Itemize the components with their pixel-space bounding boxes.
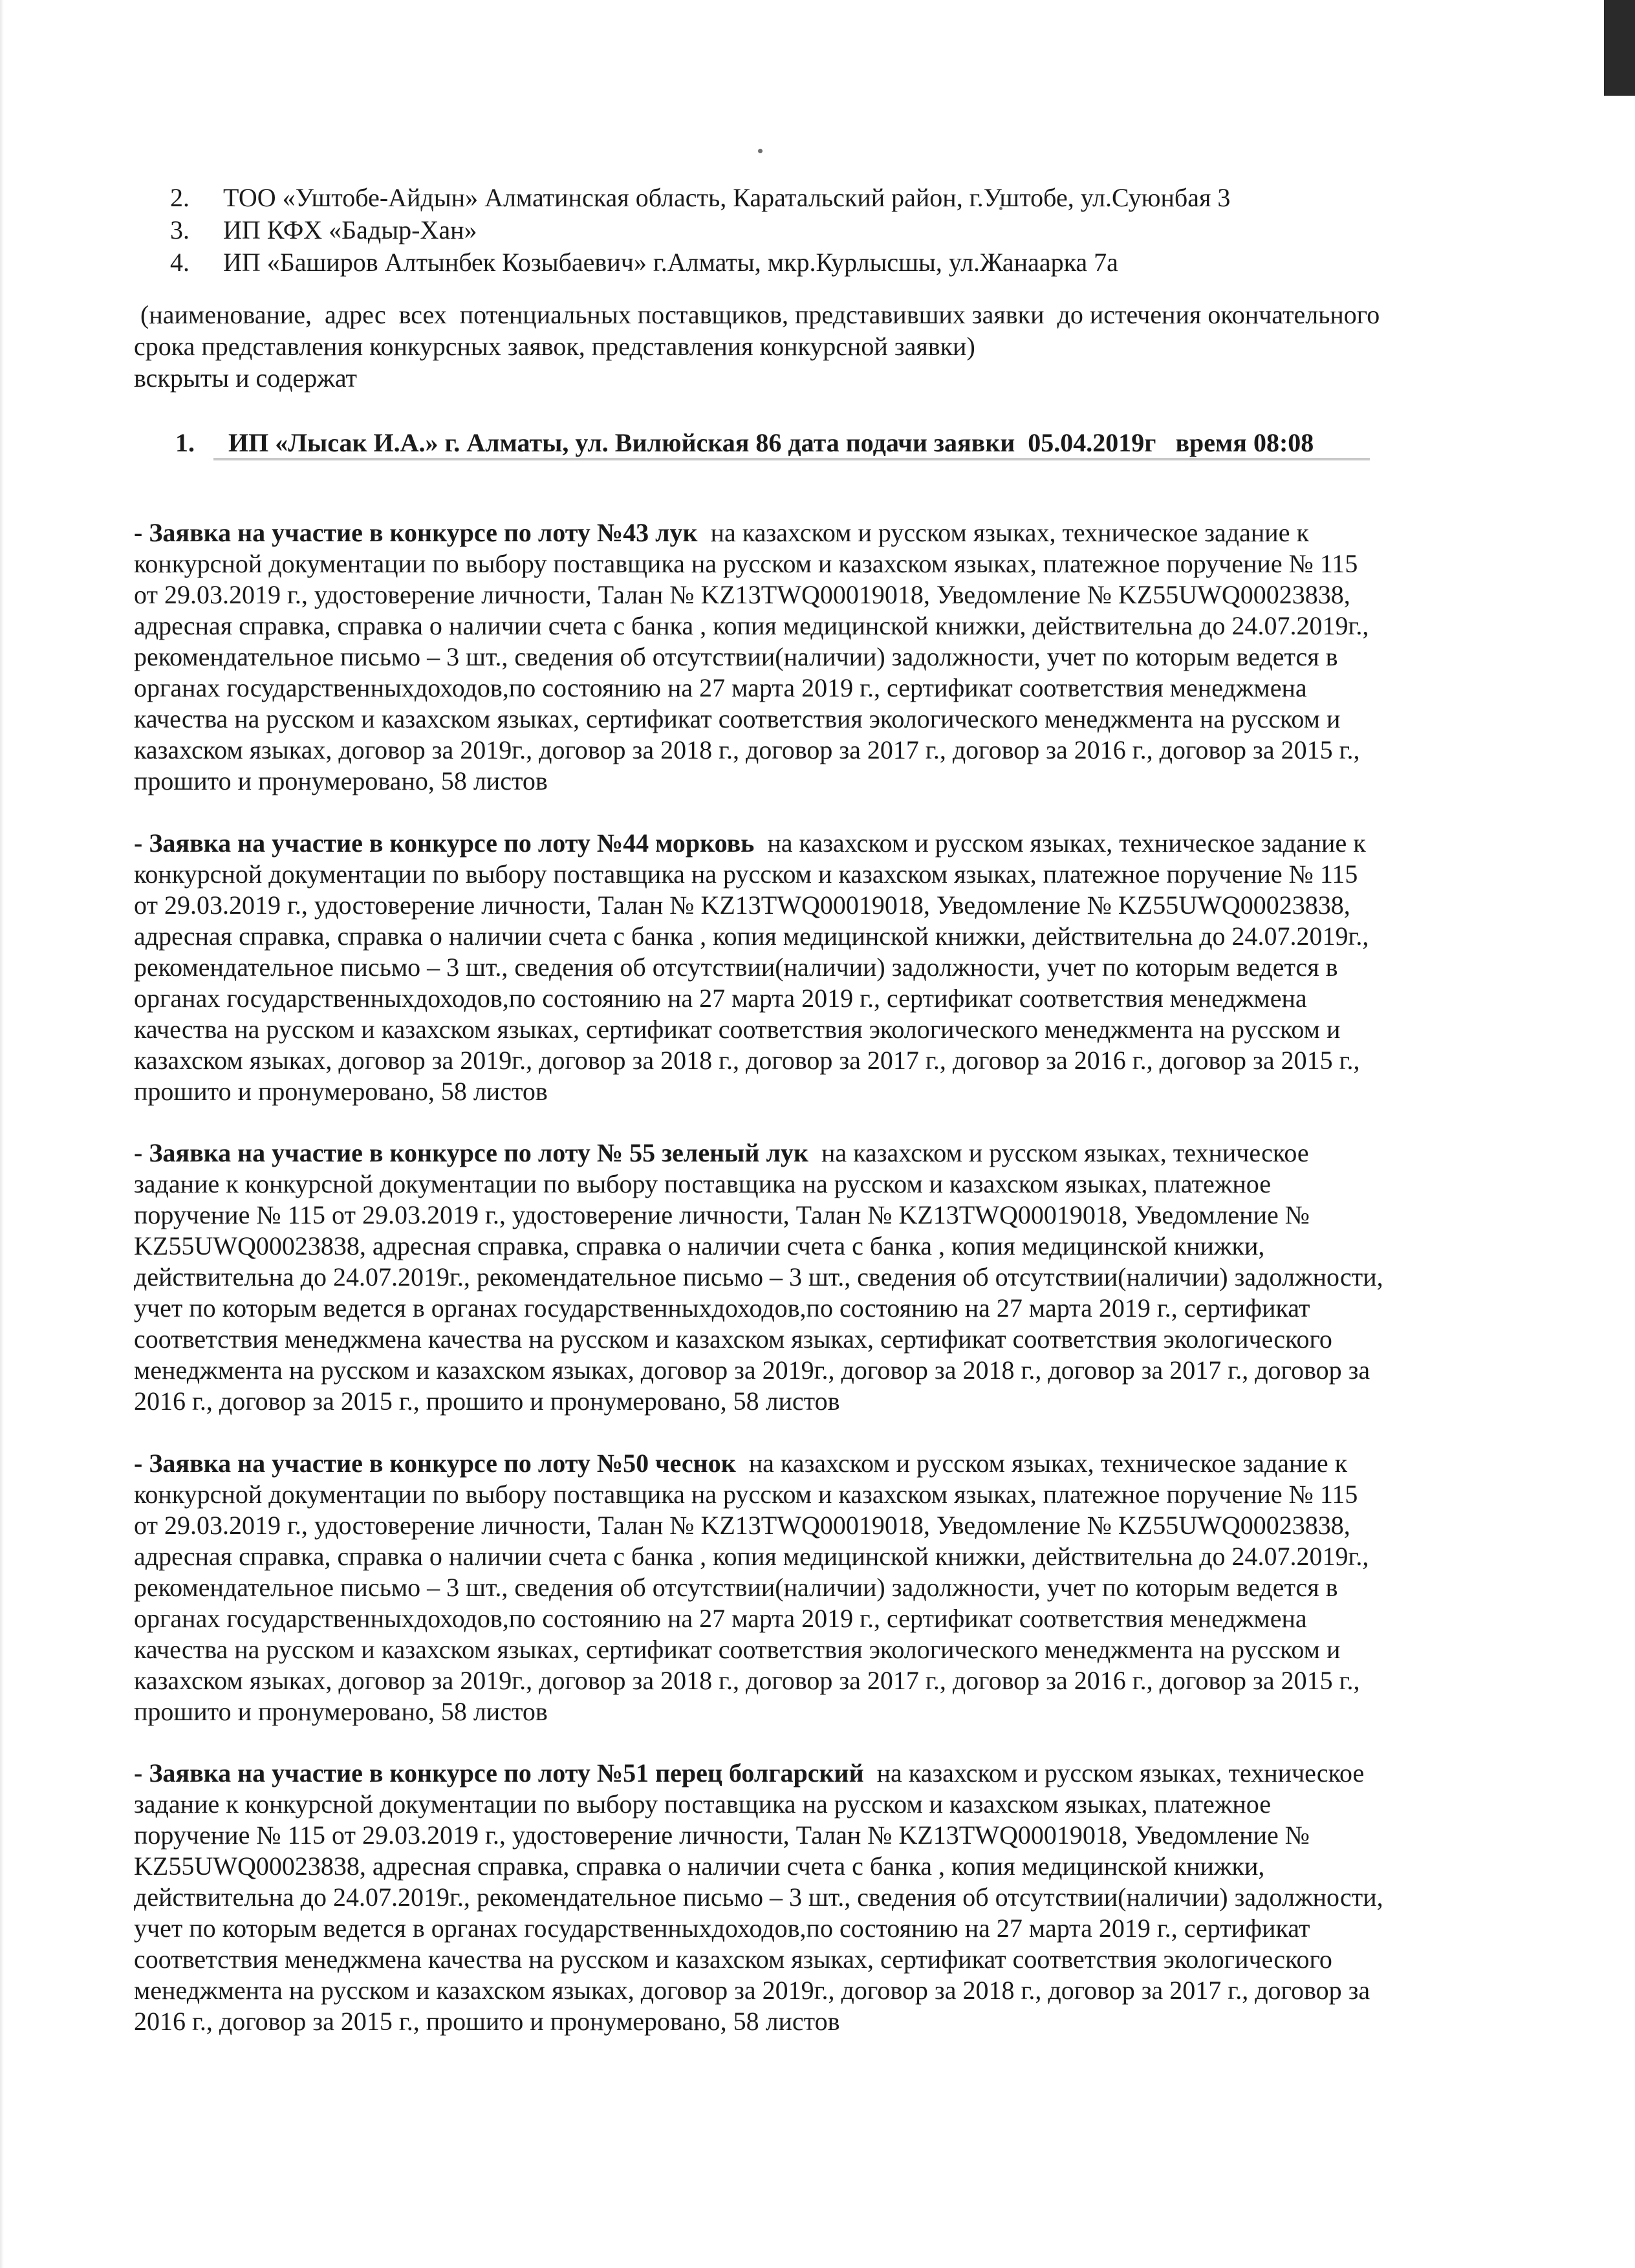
vendor-text: ИП «Баширов Алтынбек Козыбаевич» г.Алматы, мкр.Курлысшы, ул.Жанаарка 7а <box>223 248 1118 277</box>
vendor-number: 2. <box>170 183 189 212</box>
vendor-list <box>170 182 1230 279</box>
lot-first-line <box>134 1758 1544 1789</box>
lot-line: конкурсной документации по выбору поставщика на русском и казахском языках, платежное поручение № 115 <box>134 1480 1358 1509</box>
scan-edge-strip <box>1604 0 1635 96</box>
lot-title: - Заявка на участие в конкурсе по лоту №51 перец болгарский <box>134 1758 864 1787</box>
lot-line: менеджмента на русском и казахском языках, договор за 2019г., договор за 2018 г., договор за 2017 г., договор за <box>134 1976 1370 2005</box>
lot-line: конкурсной документации по выбору поставщика на русском и казахском языках, платежное поручение № 115 <box>134 859 1358 889</box>
applicant-text: ИП «Лысак И.А.» г. Алматы, ул. Вилюйская 86 дата подачи заявки 05.04.2019г время 08:08 <box>228 428 1314 457</box>
lot-first-line-rest: на казахском и русском языках, техническое задание к <box>754 828 1366 858</box>
lot-line: органах государственныхдоходов,по состоянию на 27 марта 2019 г., сертификат соответствия менеджмена <box>134 984 1307 1013</box>
vendor-item <box>170 182 1230 214</box>
lot-line: прошито и пронумеровано, 58 листов <box>134 1697 548 1726</box>
lot-line: казахском языках, договор за 2019г., договор за 2018 г., договор за 2017 г., договор за 2016 г., договор за 2015 г., <box>134 1046 1360 1075</box>
lot-line: учет по которым ведется в органах государственныхдоходов,по состоянию на 27 марта 2019 г., сертификат <box>134 1914 1310 1943</box>
lot-line: качества на русском и казахском языках, сертификат соответствия экологического менеджмента на русском и <box>134 1635 1341 1664</box>
lot-line: прошито и пронумеровано, 58 листов <box>134 1077 548 1106</box>
lot-application <box>134 1448 1544 1727</box>
lot-line: действительна до 24.07.2019г., рекомендательное письмо – 3 шт., сведения об отсутствии(наличии) задолжности, <box>134 1883 1383 1912</box>
lot-first-line-rest: на казахском и русском языках, техническое <box>808 1138 1309 1167</box>
lot-line: соответствия менеджмена качества на русском и казахском языках, сертификат соответствия экологического <box>134 1324 1332 1354</box>
lot-first-line <box>134 828 1544 859</box>
scan-edge-shadow <box>0 0 4 2268</box>
lot-line: от 29.03.2019 г., удостоверение личности, Талан № KZ13TWQ00019018, Уведомление № KZ55UWQ00023838, <box>134 580 1350 609</box>
lot-application <box>134 1758 1544 2037</box>
lot-application <box>134 517 1544 797</box>
lot-line: от 29.03.2019 г., удостоверение личности, Талан № KZ13TWQ00019018, Уведомление № KZ55UWQ00023838, <box>134 1511 1350 1540</box>
lot-first-line-rest: на казахском и русском языках, техническое задание к <box>735 1449 1348 1478</box>
applicant-heading <box>175 427 1314 459</box>
heading-underline <box>213 458 1370 460</box>
scan-speck <box>758 149 763 153</box>
lot-application <box>134 1138 1544 1417</box>
vendor-item <box>170 214 1230 246</box>
lot-first-line <box>134 1138 1544 1169</box>
lot-line: действительна до 24.07.2019г., рекомендательное письмо – 3 шт., сведения об отсутствии(наличии) задолжности, <box>134 1262 1383 1291</box>
lot-line: рекомендательное письмо – 3 шт., сведения об отсутствии(наличии) задолжности, учет по которым ведется в <box>134 1573 1338 1602</box>
explanatory-note <box>134 299 1531 394</box>
lot-line: казахском языках, договор за 2019г., договор за 2018 г., договор за 2017 г., договор за 2016 г., договор за 2015 г., <box>134 1666 1360 1695</box>
lot-line: поручение № 115 от 29.03.2019 г., удостоверение личности, Талан № KZ13TWQ00019018, Уведомление № <box>134 1820 1310 1850</box>
lot-line: KZ55UWQ00023838, адресная справка, справка о наличии счета с банка , копия медицинской книжки, <box>134 1852 1265 1881</box>
lot-line: рекомендательное письмо – 3 шт., сведения об отсутствии(наличии) задолжности, учет по которым ведется в <box>134 642 1338 671</box>
lot-first-line-rest: на казахском и русском языках, техническое <box>863 1758 1365 1787</box>
vendor-number: 4. <box>170 248 189 277</box>
lot-first-line-rest: на казахском и русском языках, техническое задание к <box>697 518 1309 547</box>
lot-line: задание к конкурсной документации по выбору поставщика на русском и казахском языках, платежное <box>134 1789 1272 1819</box>
lot-line: казахском языках, договор за 2019г., договор за 2018 г., договор за 2017 г., договор за 2016 г., договор за 2015 г., <box>134 735 1360 764</box>
lot-line: качества на русском и казахском языках, сертификат соответствия экологического менеджмента на русском и <box>134 704 1341 733</box>
lot-title: - Заявка на участие в конкурсе по лоту №43 лук <box>134 518 698 547</box>
lot-line: органах государственныхдоходов,по состоянию на 27 марта 2019 г., сертификат соответствия менеджмена <box>134 1604 1307 1633</box>
lot-line: адресная справка, справка о наличии счета с банка , копия медицинской книжки, действительна до 24.07.2019г., <box>134 922 1369 951</box>
lot-line: органах государственныхдоходов,по состоянию на 27 марта 2019 г., сертификат соответствия менеджмена <box>134 673 1307 702</box>
lot-title: - Заявка на участие в конкурсе по лоту № 55 зеленый лук <box>134 1138 808 1167</box>
lot-line: соответствия менеджмена качества на русском и казахском языках, сертификат соответствия экологического <box>134 1945 1332 1974</box>
lot-line: KZ55UWQ00023838, адресная справка, справка о наличии счета с банка , копия медицинской книжки, <box>134 1231 1265 1260</box>
lot-line: 2016 г., договор за 2015 г., прошито и пронумеровано, 58 листов <box>134 2007 840 2036</box>
lot-line: рекомендательное письмо – 3 шт., сведения об отсутствии(наличии) задолжности, учет по которым ведется в <box>134 953 1338 982</box>
note-line: срока представления конкурсных заявок, представления конкурсной заявки) <box>134 332 975 361</box>
lot-line: менеджмента на русском и казахском языках, договор за 2019г., договор за 2018 г., договор за 2017 г., договор за <box>134 1355 1370 1385</box>
lot-title: - Заявка на участие в конкурсе по лоту №50 чеснок <box>134 1449 736 1478</box>
vendor-number: 3. <box>170 215 189 244</box>
lot-line: 2016 г., договор за 2015 г., прошито и пронумеровано, 58 листов <box>134 1387 840 1416</box>
lot-title: - Заявка на участие в конкурсе по лоту №44 морковь <box>134 828 755 858</box>
lot-line: качества на русском и казахском языках, сертификат соответствия экологического менеджмента на русском и <box>134 1015 1341 1044</box>
lot-line: конкурсной документации по выбору поставщика на русском и казахском языках, платежное поручение № 115 <box>134 549 1358 578</box>
lot-line: адресная справка, справка о наличии счета с банка , копия медицинской книжки, действительна до 24.07.2019г., <box>134 1542 1369 1571</box>
note-line: вскрыты и содержат <box>134 363 358 393</box>
lot-first-line <box>134 517 1544 548</box>
vendor-item <box>170 246 1230 279</box>
vendor-text: ТОО «Уштобе-Айдын» Алматинская область, Каратальский район, г.Уштобе, ул.Суюнбая 3 <box>223 183 1231 212</box>
lot-line: от 29.03.2019 г., удостоверение личности, Талан № KZ13TWQ00019018, Уведомление № KZ55UWQ00023838, <box>134 891 1350 920</box>
lot-line: адресная справка, справка о наличии счета с банка , копия медицинской книжки, действительна до 24.07.2019г., <box>134 611 1369 640</box>
vendor-text: ИП КФХ «Бадыр-Хан» <box>223 215 477 244</box>
lot-line: поручение № 115 от 29.03.2019 г., удостоверение личности, Талан № KZ13TWQ00019018, Уведомление № <box>134 1200 1310 1229</box>
lot-first-line <box>134 1448 1544 1479</box>
lot-line: учет по которым ведется в органах государственныхдоходов,по состоянию на 27 марта 2019 г., сертификат <box>134 1293 1310 1323</box>
note-line: (наименование, адрес всех потенциальных поставщиков, представивших заявки до истечения окончательного <box>134 300 1380 329</box>
applicant-number: 1. <box>175 428 195 457</box>
lot-application <box>134 828 1544 1107</box>
lot-line: задание к конкурсной документации по выбору поставщика на русском и казахском языках, платежное <box>134 1169 1272 1198</box>
lot-line: прошито и пронумеровано, 58 листов <box>134 766 548 795</box>
